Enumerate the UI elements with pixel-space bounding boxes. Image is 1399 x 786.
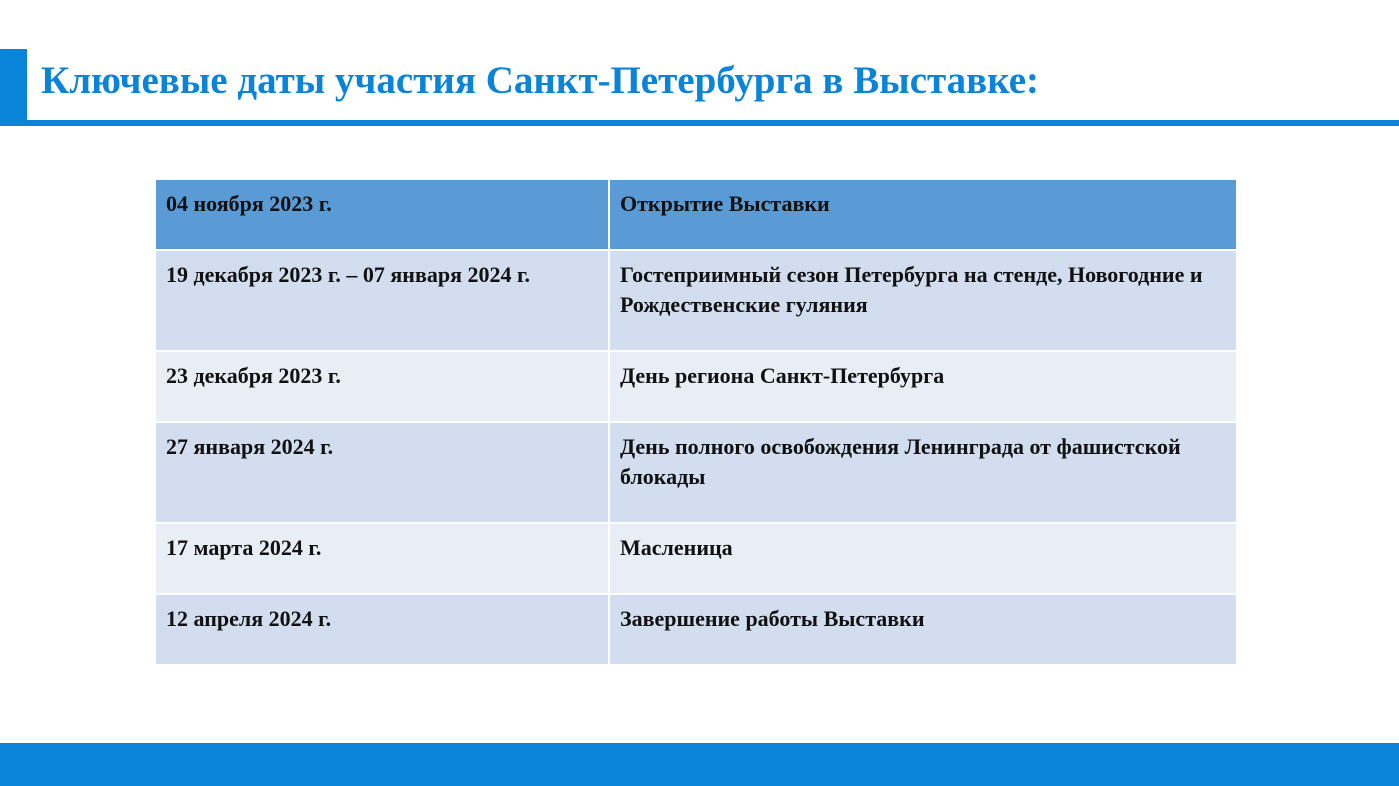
date-cell: 04 ноября 2023 г. bbox=[155, 179, 609, 250]
title-underline bbox=[0, 120, 1399, 126]
event-cell: День региона Санкт-Петербурга bbox=[609, 351, 1237, 422]
title-accent-bar bbox=[0, 49, 27, 126]
footer-bar bbox=[0, 743, 1399, 786]
table-row bbox=[155, 179, 1237, 250]
event-cell: День полного освобождения Ленинграда от фашистской блокады bbox=[609, 422, 1237, 523]
event-cell: Открытие Выставки bbox=[609, 179, 1237, 250]
table-row bbox=[155, 250, 1237, 351]
page-title: Ключевые даты участия Санкт-Петербурга в Выставке: bbox=[41, 59, 1040, 102]
event-cell: Завершение работы Выставки bbox=[609, 594, 1237, 665]
key-dates-table bbox=[154, 178, 1238, 666]
table-row bbox=[155, 351, 1237, 422]
date-cell: 19 декабря 2023 г. – 07 января 2024 г. bbox=[155, 250, 609, 351]
table-row bbox=[155, 594, 1237, 665]
date-cell: 12 апреля 2024 г. bbox=[155, 594, 609, 665]
table-row bbox=[155, 523, 1237, 594]
table-row bbox=[155, 422, 1237, 523]
event-cell: Масленица bbox=[609, 523, 1237, 594]
date-cell: 17 марта 2024 г. bbox=[155, 523, 609, 594]
date-cell: 27 января 2024 г. bbox=[155, 422, 609, 523]
date-cell: 23 декабря 2023 г. bbox=[155, 351, 609, 422]
event-cell: Гостеприимный сезон Петербурга на стенде, Новогодние и Рождественские гуляния bbox=[609, 250, 1237, 351]
